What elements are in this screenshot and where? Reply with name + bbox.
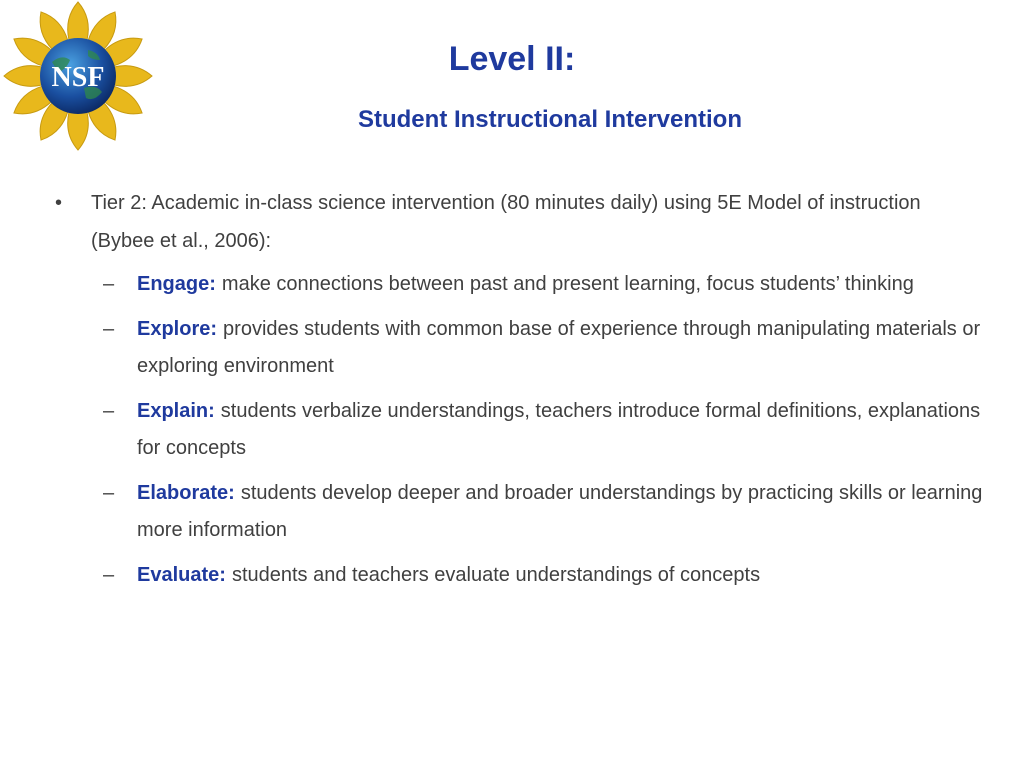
- dash-marker: –: [103, 482, 115, 504]
- step-term: Engage:: [137, 273, 216, 295]
- step-description: students verbalize understandings, teachers introduce formal definitions, explanations for concepts: [137, 400, 981, 459]
- bullet-dot: •: [55, 192, 63, 214]
- list-item: [103, 393, 985, 467]
- logo-ray: [68, 2, 89, 40]
- dash-marker: –: [103, 400, 115, 422]
- dash-marker: –: [103, 318, 115, 340]
- bullet-tier-2: [55, 184, 985, 260]
- step-term: Explain:: [137, 400, 215, 422]
- step-description: students and teachers evaluate understandings of concepts: [231, 564, 761, 586]
- step-description: make connections between past and present learning, focus students’ thinking: [221, 273, 914, 295]
- dash-marker: –: [103, 273, 115, 295]
- model-steps-list: [103, 266, 985, 594]
- slide-body: [55, 184, 985, 602]
- step-term: Elaborate:: [137, 482, 235, 504]
- step-term: Evaluate:: [137, 564, 226, 586]
- list-item: [103, 557, 985, 594]
- nsf-logo-text: NSF: [51, 62, 105, 93]
- slide-title: Level II:: [448, 40, 576, 78]
- dash-marker: –: [103, 564, 115, 586]
- step-description: students develop deeper and broader understandings by practicing skills or learning more information: [137, 482, 983, 541]
- bullet-text: Tier 2: Academic in-class science intervention (80 minutes daily) using 5E Model of instruction (Bybee et al., 2006):: [91, 192, 921, 252]
- step-description: provides students with common base of experience through manipulating materials or exploring environment: [137, 318, 981, 377]
- list-item: [103, 266, 985, 303]
- list-item: [103, 475, 985, 549]
- list-item: [103, 311, 985, 385]
- slide-subtitle: Student Instructional Intervention: [357, 106, 742, 133]
- step-term: Explore:: [137, 318, 218, 340]
